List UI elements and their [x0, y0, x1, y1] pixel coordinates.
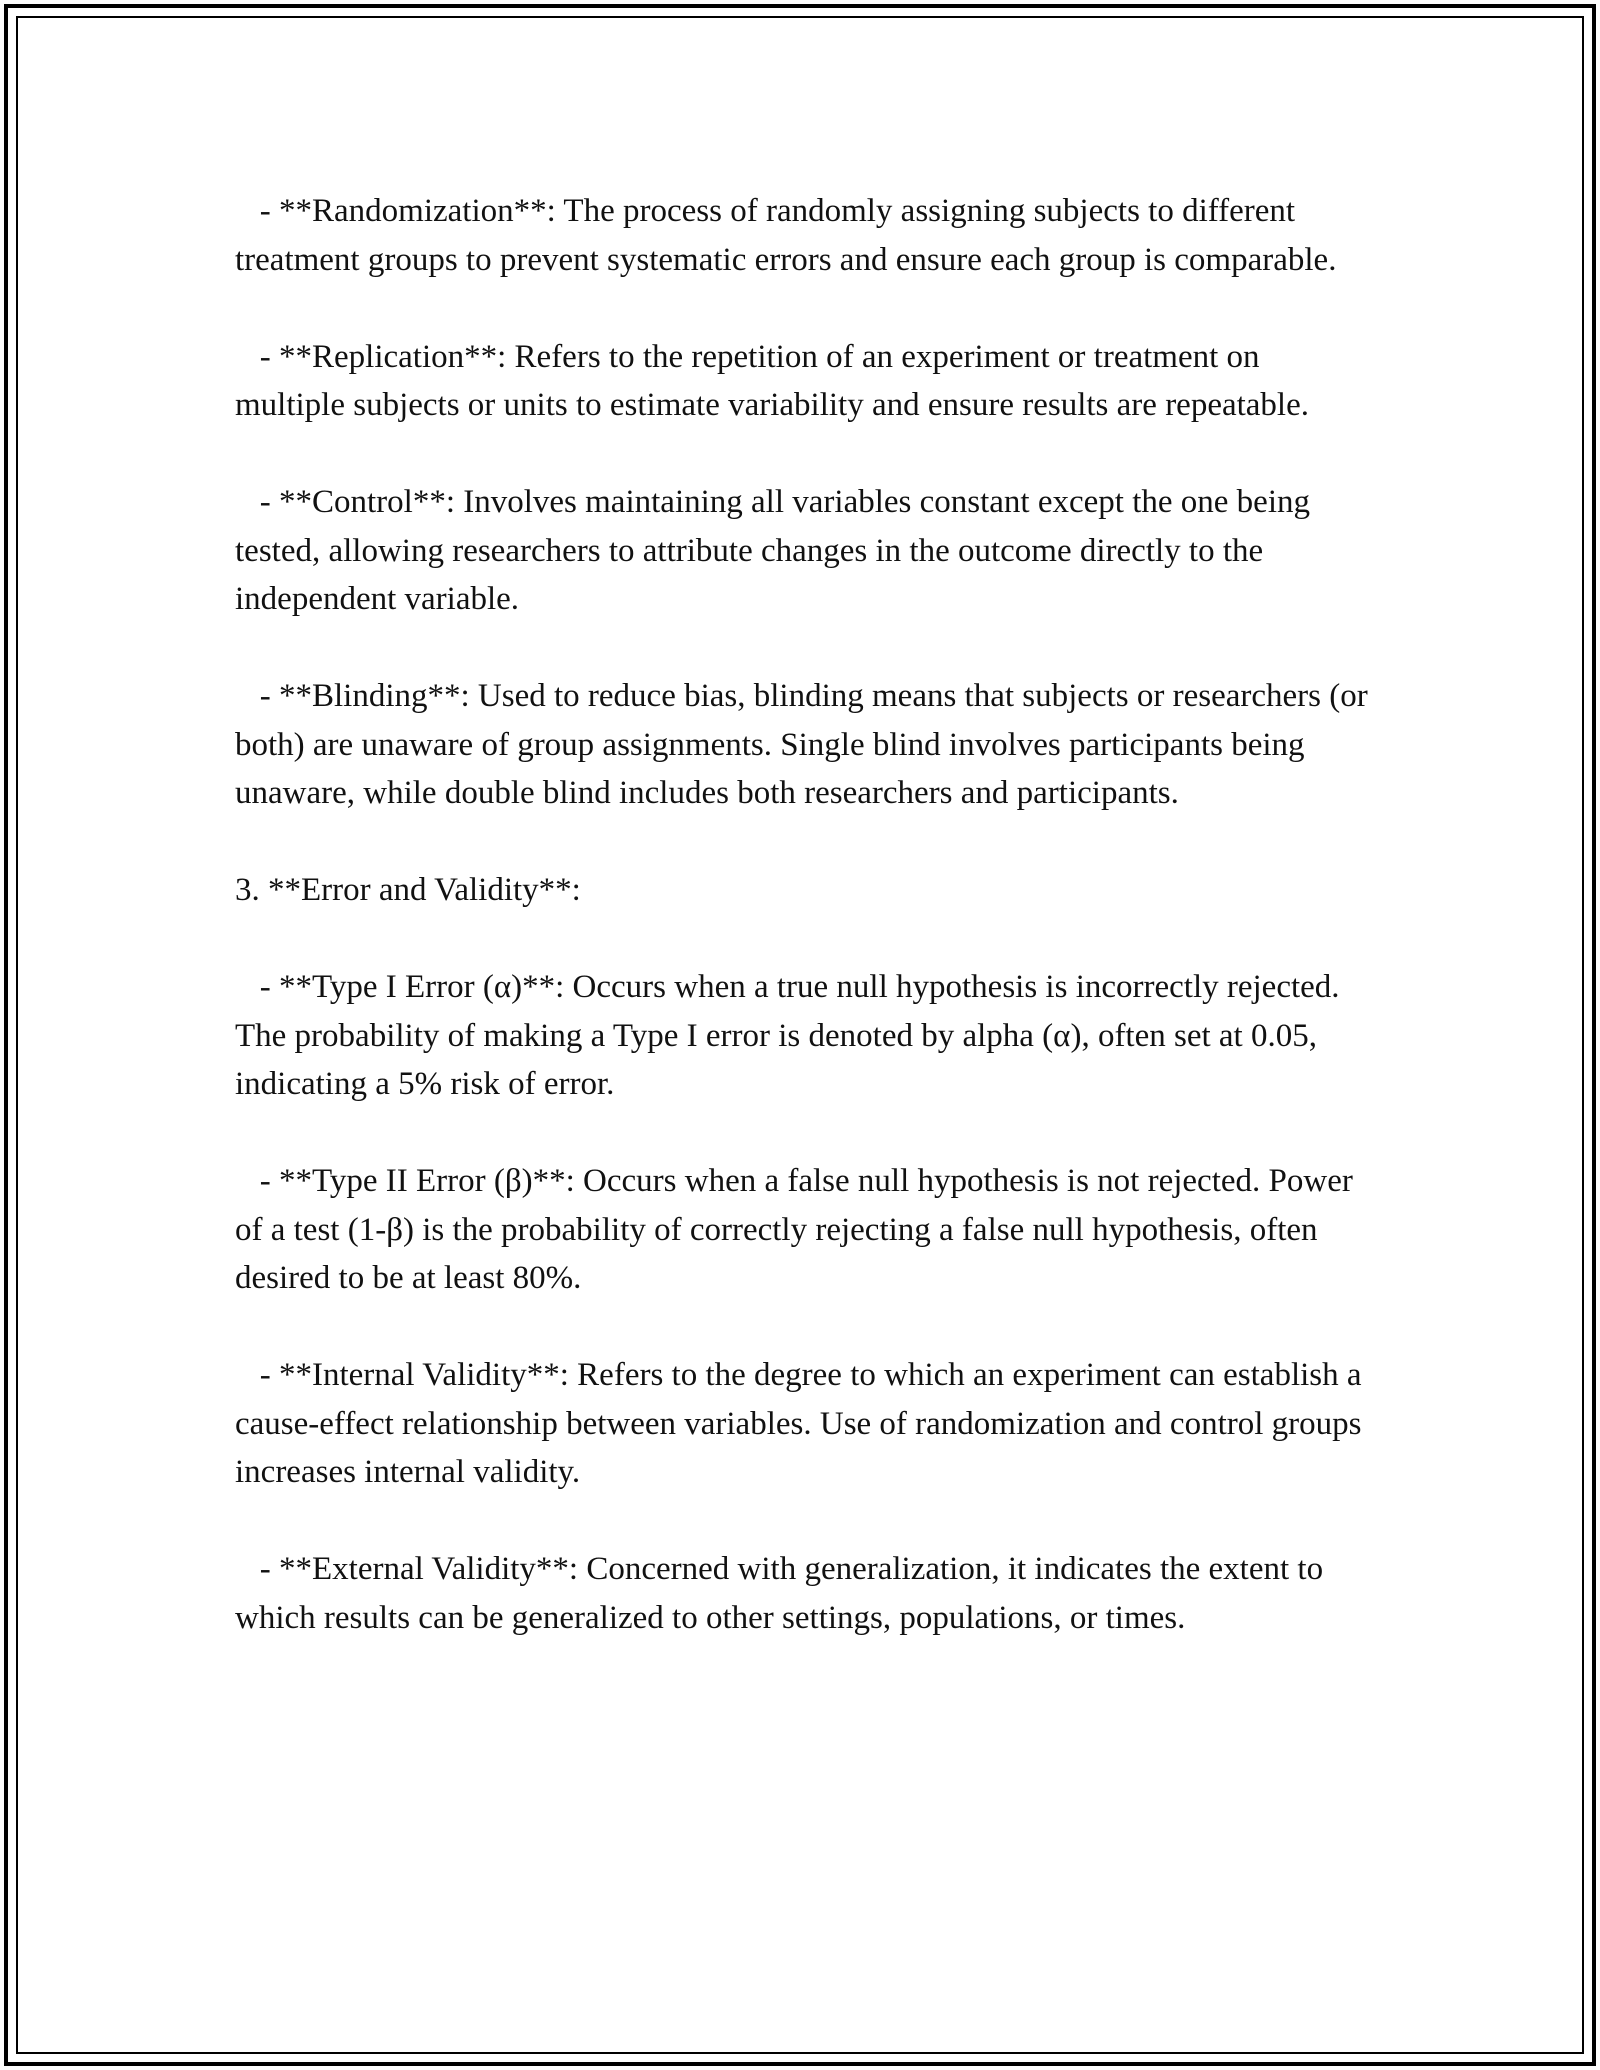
- section-heading-error-validity: 3. **Error and Validity**:: [235, 872, 581, 908]
- paragraph-type-i-error: - **Type I Error (α)**: Occurs when a true null hypothesis is incorrectly rejected. The probability of making a Type I error is denoted by alpha (α), often set at 0.05, indicating a 5% risk of error.: [235, 969, 1348, 1102]
- paragraph-blinding: - **Blinding**: Used to reduce bias, blinding means that subjects or researchers (or both) are unaware of group assignments. Single blind involves participants being unaware, while double blind includes both researchers and participants.: [235, 678, 1376, 811]
- paragraph-replication: - **Replication**: Refers to the repetition of an experiment or treatment on multiple subjects or units to estimate variability and ensure results are repeatable.: [235, 338, 1309, 423]
- paragraph-randomization: - **Randomization**: The process of randomly assigning subjects to different treatment groups to prevent systematic errors and ensure each group is comparable.: [235, 193, 1337, 278]
- paragraph-type-ii-error: - **Type II Error (β)**: Occurs when a false null hypothesis is not rejected. Power of a test (1-β) is the probability of correctly rejecting a false null hypothesis, often desired to be at least 80%.: [235, 1163, 1362, 1296]
- paragraph-external-validity: - **External Validity**: Concerned with generalization, it indicates the extent to which results can be generalized to other settings, populations, or times.: [235, 1551, 1332, 1636]
- paragraph-internal-validity: - **Internal Validity**: Refers to the degree to which an experiment can establish a cause-effect relationship between variables. Use of randomization and control groups increases internal validity.: [235, 1357, 1370, 1490]
- paragraph-control: - **Control**: Involves maintaining all variables constant except the one being tested, allowing researchers to attribute changes in the outcome directly to the independent variable.: [235, 484, 1319, 617]
- document-body: [235, 187, 1375, 1691]
